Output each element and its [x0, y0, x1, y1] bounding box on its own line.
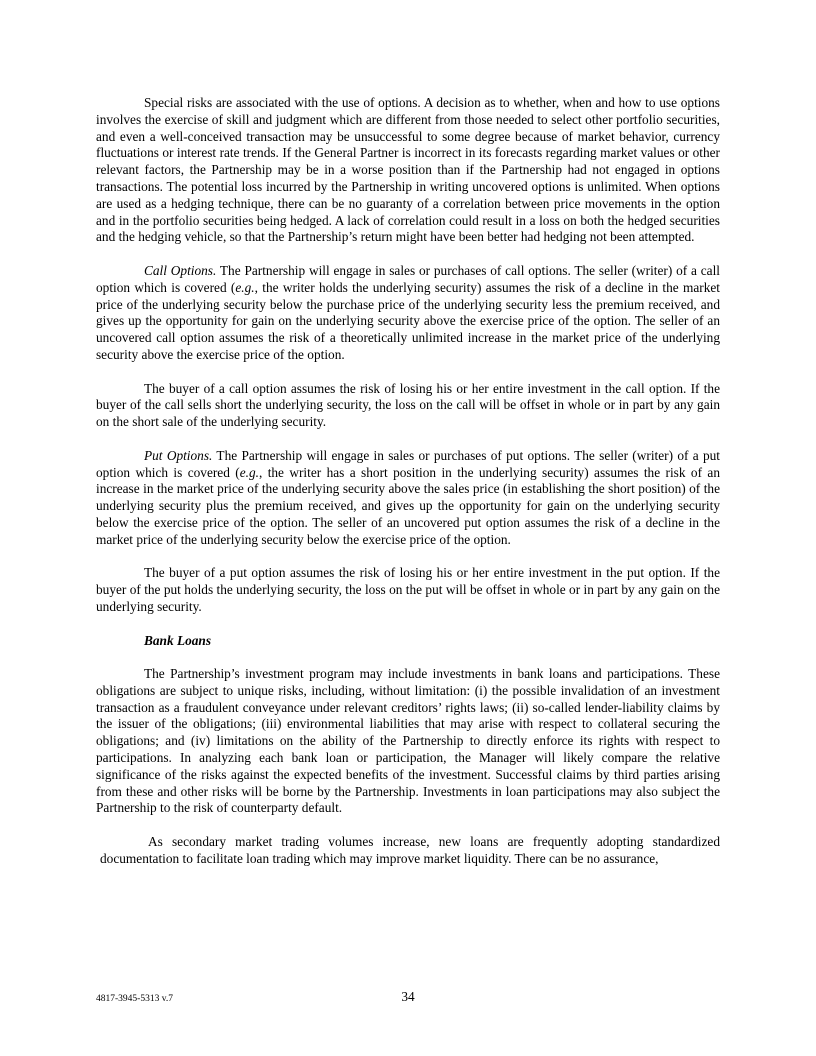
footer-document-id: 4817-3945-5313 v.7	[96, 994, 173, 1004]
secondary-market-paragraph: As secondary market trading volumes increase, new loans are frequently adopting standardized documentation to facilitate loan trading which may improve market liquidity. There can be no assurance,	[100, 834, 720, 866]
bank-loans-paragraph: The Partnership’s investment program may include investments in bank loans and participations. These obligations are subject to unique risks, including, without limitation: (i) the possible invalidation of an investment transaction as a fraudulent conveyance under relevant creditors’ rights laws; (ii) so-called lender-liability claims by the issuer of the obligations; (iii) environmental liabilities that may arise with respect to collateral securing the obligations; and (iv) limitations on the ability of the Partnership to directly enforce its rights with respect to participations. In analyzing each bank loan or participation, the Manager will likely compare the relative significance of the risks against the expected benefits of the investment. Successful claims by third parties arising from these and other risks will be borne by the Partnership. Investments in loan participations may also subject the Partnership to the risk of counterparty default.	[96, 666, 720, 816]
document-body	[96, 95, 720, 884]
call-options-eg: e.g.	[235, 279, 255, 295]
call-options-lead: Call Options.	[144, 262, 217, 278]
put-options-paragraph	[96, 448, 720, 549]
call-options-text-b: , the writer holds the underlying security) assumes the risk of a decline in the market price of the underlying security below the purchase price of the underlying security less the premium received, and gives up the opportunity for gain on the underlying security above the exercise price of the option. The seller of an uncovered call option assumes the risk of a theoretically unlimited increase in the market price of the underlying security above the exercise price of the option.	[96, 279, 720, 362]
call-buyer-paragraph: The buyer of a call option assumes the risk of losing his or her entire investment in the call option. If the buyer of the call sells short the underlying security, the loss on the call will be offset in whole or in part by any gain on the short sale of the underlying security.	[96, 380, 720, 430]
call-options-paragraph	[96, 263, 720, 364]
put-options-eg: e.g.	[239, 464, 259, 480]
call-options-text-a: The Partnership will engage in sales or purchases of call options. The seller (writer) of a call option which is covered (	[96, 262, 720, 295]
footer-page-number: 34	[401, 989, 415, 1004]
put-options-lead: Put Options.	[144, 447, 213, 463]
put-options-text-a: The Partnership will engage in sales or purchases of put options. The seller (writer) of a put option which is covered (	[96, 447, 720, 480]
put-options-text-b: , the writer has a short position in the underlying security) assumes the risk of an increase in the market price of the underlying security above the sales price (in establishing the short position) of the underlying security plus the premium received, and gives up the opportunity for gain on the underlying security below the exercise price of the option. The seller of an uncovered put option assumes the risk of a decline in the market price of the underlying security below the exercise price of the option.	[96, 464, 720, 547]
bank-loans-heading: Bank Loans	[144, 632, 212, 648]
options-risk-paragraph: Special risks are associated with the use of options. A decision as to whether, when and how to use options involves the exercise of skill and judgment which are different from those needed to select other portfolio securities, and even a well-conceived transaction may be unsuccessful to some degree because of market behavior, currency fluctuations or interest rate trends. If the General Partner is incorrect in its forecasts regarding market values or other relevant factors, the Partnership may be in a worse position than if the Partnership had not engaged in options transactions. The potential loss incurred by the Partnership in writing uncovered options is unlimited. When options are used as a hedging technique, there can be no guaranty of a correlation between price movements in the option and in the portfolio securities being hedged. A lack of correlation could result in a loss on both the hedged securities and the hedging vehicle, so that the Partnership’s return might have been better had hedging not been attempted.	[96, 95, 720, 245]
put-buyer-paragraph: The buyer of a put option assumes the risk of losing his or her entire investment in the put option. If the buyer of the put holds the underlying security, the loss on the put will be offset in whole or in part by any gain on the underlying security.	[96, 565, 720, 614]
